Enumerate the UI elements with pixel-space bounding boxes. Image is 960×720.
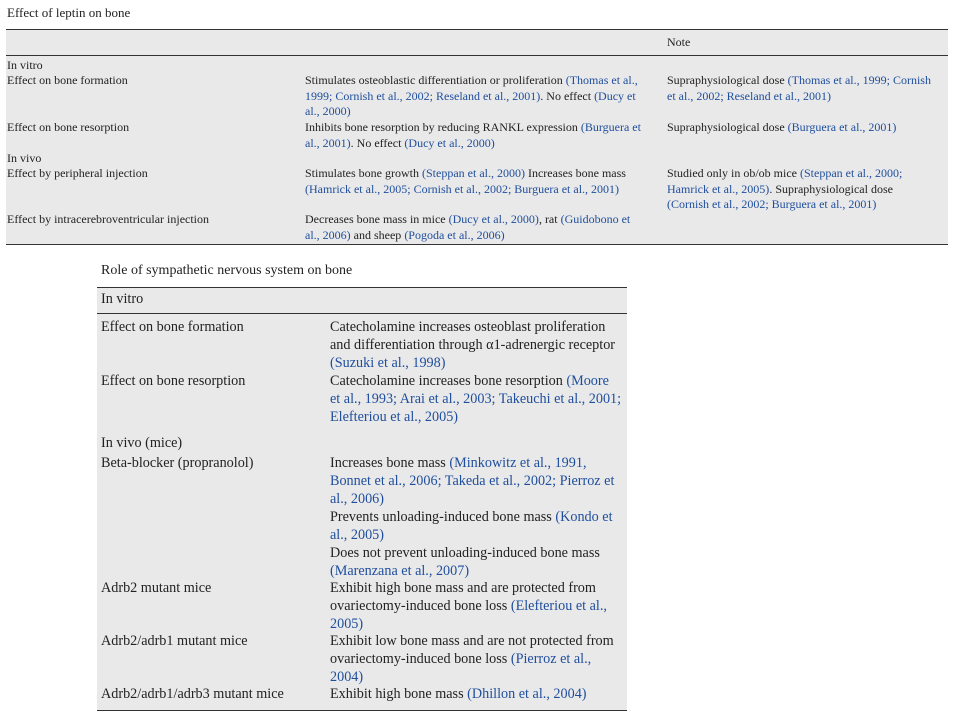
citation-text: (Pierroz et al., 2004) [330,650,592,685]
citation-text: (Cornish et al., 2002; Burguera et al., 2001) [667,197,877,211]
cell-text: Decreases bone mass in mice [305,212,449,226]
cell-text: Exhibit low bone mass and are not protected from ovariectomy-induced bone loss [330,633,614,667]
table1-note-cell [667,120,937,136]
table1-effect-cell [305,166,645,197]
table1-row-label: Effect on bone formation [7,73,128,87]
table1-header-row [6,30,948,56]
table2-effect-cell [330,509,622,545]
cell-text: Increases bone mass [330,455,450,471]
table2-caption: Role of sympathetic nervous system on bone [101,263,353,278]
table2-effect-cell [330,455,622,508]
cell-text: . Supraphysiological dose [769,181,893,196]
cell-text: Inhibits bone resorption by reducing RANKL expression [305,120,581,134]
citation-text: (Pogoda et al., 2006) [404,227,505,242]
table2-row-label: Adrb2/adrb1 mutant mice [101,633,248,649]
citation-text: (Ducy et al., 2000) [448,212,539,226]
citation-text: (Kondo et al., 2005) [330,509,613,543]
table1-row-label: Effect on bone resorption [7,120,130,134]
table1-note-cell [667,166,937,213]
citation-text: (Ducy et al., 2000) [305,88,636,118]
cell-text: and sheep [350,227,405,242]
table1-effect-cell [305,120,645,151]
table2-row-label: Adrb2 mutant mice [101,580,212,596]
citation-text: (Minkowitz et al., 1991, Bonnet et al., 2006; Takeda et al., 2002; Pierroz et al., 2006) [330,455,615,507]
table1 [6,29,948,245]
cell-text: Studied only in ob/ob mice [667,166,800,180]
citation-text: (Guidobono et al., 2006) [305,212,631,242]
cell-text: Exhibit high bone mass and are protected from ovariectomy-induced bone loss [330,580,596,614]
cell-text: Catecholamine increases bone resorption [330,373,567,389]
table2-section-in-vivo: In vivo (mice) [101,435,183,451]
table1-section-in-vivo: In vivo [7,151,42,165]
table1-caption: Effect of leptin on bone [7,5,131,20]
citation-text: (Hamrick et al., 2005; Cornish et al., 2002; Burguera et al., 2001) [305,181,620,196]
table2-effect-cell [330,545,622,581]
citation-text: (Elefteriou et al., 2005) [330,597,607,632]
table1-effect-cell [305,73,645,120]
cell-text: Stimulates osteoblastic differentiation or proliferation [305,73,566,87]
table2-effect-cell [330,633,622,686]
cell-text: Catecholamine increases osteoblast proliferation and differentiation through α1-adrenergic receptor [330,319,616,353]
table2-row-label: Effect on bone resorption [101,373,246,389]
citation-text: (Marenzana et al., 2007) [330,562,470,579]
table2-effect-cell [330,373,622,426]
table2-header-row [97,288,627,314]
cell-text: , rat [538,212,561,226]
table2-effect-cell [330,319,622,372]
cell-text: . No effect [540,88,595,103]
table2-row-label: Adrb2/adrb1/adrb3 mutant mice [101,686,284,702]
cell-text: Supraphysiological dose [667,73,788,87]
table2-effect-cell [330,580,622,633]
cell-text: Exhibit high bone mass [330,686,468,702]
citation-text: (Burguera et al., 2001) [787,120,897,134]
table1-row-label: Effect by intracerebroventricular injection [7,212,210,226]
table2-row-label: Effect on bone formation [101,319,244,335]
citation-text: (Steppan et al., 2000) [422,166,525,180]
citation-text: (Burguera et al., 2001) [305,120,641,150]
cell-text: Prevents unloading-induced bone mass [330,509,556,525]
citation-text: (Ducy et al., 2000) [404,135,495,150]
cell-text: Increases bone mass [524,166,626,180]
table2-row-label: Beta-blocker (propranolol) [101,455,254,471]
citation-text: (Steppan et al., 2000; Hamrick et al., 2005) [667,166,903,196]
table1-note-cell [667,73,937,104]
cell-text: Does not prevent unloading-induced bone mass [330,545,600,561]
table2 [97,287,627,711]
citation-text: (Thomas et al., 1999; Cornish et al., 2002; Reseland et al., 2001) [667,73,931,103]
citation-text: (Dhillon et al., 2004) [467,686,587,702]
citation-text: (Thomas et al., 1999; Cornish et al., 2002; Reseland et al., 2001) [305,73,638,103]
citation-text: (Suzuki et al., 1998) [330,354,446,371]
table1-section-in-vitro: In vitro [7,58,43,72]
table2-header-in-vitro: In vitro [101,291,144,307]
cell-text: . No effect [350,135,405,150]
cell-text: Stimulates bone growth [305,166,422,180]
table2-effect-cell [330,686,622,704]
table1-effect-cell [305,212,645,243]
table1-note-header: Note [667,35,691,49]
table1-row-label: Effect by peripheral injection [7,166,148,180]
cell-text: Supraphysiological dose [667,120,788,134]
citation-text: (Moore et al., 1993; Arai et al., 2003; Takeuchi et al., 2001; Elefteriou et al., 2005) [330,373,622,425]
